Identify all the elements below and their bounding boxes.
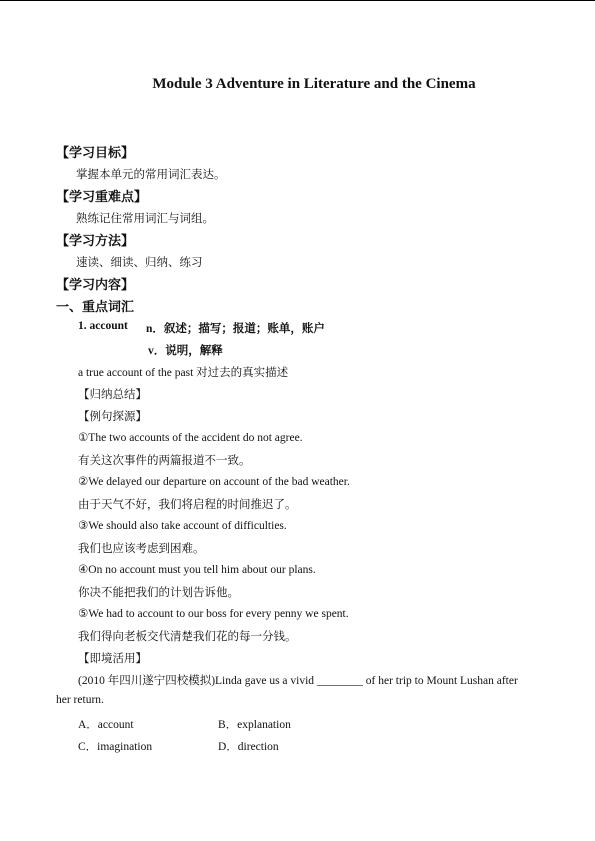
- noun-sense: n．叙述；描写；报道；账单，账户: [146, 323, 325, 335]
- method-heading: 【学习方法】: [56, 233, 135, 248]
- question-line-2: her return.: [56, 694, 104, 706]
- option-d: D．direction: [218, 741, 279, 753]
- example-en: ⑤We had to account to our boss for every penny we spent.: [78, 608, 349, 620]
- goal-heading: 【学习目标】: [56, 145, 135, 160]
- summary-label: 【归纳总结】: [78, 389, 147, 401]
- content-heading: 【学习内容】: [56, 277, 135, 292]
- question-line-1: (2010 年四川遂宁四校模拟)Linda gave us a vivid ________ of her trip to Mount Lushan after: [78, 675, 518, 687]
- top-rule: [0, 0, 595, 1]
- example-zh: 由于天气不好，我们将启程的时间推迟了。: [78, 499, 297, 511]
- vocab-heading: 一、重点词汇: [56, 299, 135, 314]
- key-text: 熟练记住常用词汇与词组。: [76, 213, 214, 225]
- examples-label: 【例句探源】: [78, 411, 147, 423]
- example-zh: 我们得向老板交代清楚我们花的每一分钱。: [78, 631, 297, 643]
- example-zh: 你决不能把我们的计划告诉他。: [78, 587, 239, 599]
- page-title: Module 3 Adventure in Literature and the Cinema: [152, 76, 476, 92]
- verb-sense: v．说明，解释: [148, 345, 223, 357]
- example-en: ③We should also take account of difficulties.: [78, 520, 287, 532]
- goal-text: 掌握本单元的常用词汇表达。: [76, 169, 226, 181]
- option-c: C．imagination: [78, 741, 153, 753]
- example-zh: 有关这次事件的两篇报道不一致。: [78, 455, 251, 467]
- phrase: a true account of the past 对过去的真实描述: [78, 367, 289, 379]
- example-zh: 我们也应该考虑到困难。: [78, 543, 205, 555]
- method-text: 速读、细读、归纳、练习: [76, 257, 203, 269]
- entry-word: 1. account: [78, 320, 128, 332]
- example-en: ④On no account must you tell him about our plans.: [78, 564, 316, 576]
- practice-label: 【即境活用】: [78, 653, 147, 665]
- option-a: A．account: [78, 719, 134, 731]
- key-heading: 【学习重难点】: [56, 189, 148, 204]
- example-en: ①The two accounts of the accident do not agree.: [78, 432, 303, 444]
- option-b: B．explanation: [218, 719, 291, 731]
- example-en: ②We delayed our departure on account of the bad weather.: [78, 476, 350, 488]
